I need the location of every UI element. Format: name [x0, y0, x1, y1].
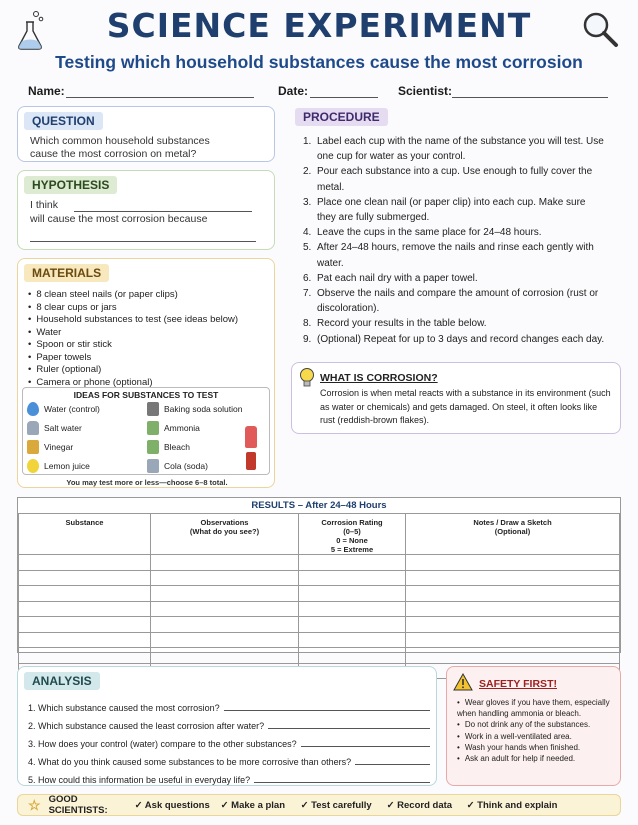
ammonia-bottle-icon [147, 421, 159, 435]
cola-can-icon [246, 452, 256, 470]
water-drop-icon [27, 402, 39, 416]
results-cell[interactable] [406, 586, 620, 602]
answer-field[interactable] [301, 746, 430, 747]
safety-item: • Do not drink any of the substances. [457, 719, 617, 730]
results-cell[interactable] [299, 632, 406, 648]
results-row [19, 648, 620, 664]
materials-item: • Water [28, 327, 238, 340]
results-cell[interactable] [19, 555, 151, 571]
footer-item: ✓ Think and explain [466, 799, 558, 811]
procedure-step: 1. Label each cup with the name of the substance you will test. Use one cup for water as your control. [303, 136, 604, 163]
cola-bottle-icon [147, 459, 159, 473]
question-text: Which common household substances cause the most corrosion on metal? [30, 135, 210, 160]
safety-item: • Ask an adult for help if needed. [457, 753, 617, 764]
results-cell[interactable] [151, 570, 299, 586]
results-header-substance: Substance [19, 514, 151, 555]
name-field[interactable] [66, 97, 254, 98]
bleach-bottle-icon [147, 440, 159, 454]
results-cell[interactable] [406, 648, 620, 664]
hypothesis-reason-field[interactable] [30, 241, 256, 242]
results-cell[interactable] [151, 632, 299, 648]
results-cell[interactable] [406, 601, 620, 617]
question-card [17, 106, 275, 162]
results-cell[interactable] [19, 586, 151, 602]
page-subtitle: Testing which household substances cause the most corrosion [55, 52, 583, 72]
results-cell[interactable] [406, 555, 620, 571]
materials-card [17, 258, 275, 488]
warning-icon [453, 673, 473, 691]
results-cell[interactable] [151, 586, 299, 602]
ideas-grid [27, 402, 267, 473]
procedure-heading: PROCEDURE [295, 108, 388, 126]
date-label: Date: [278, 84, 309, 98]
results-header-rating: Corrosion Rating (0–5) 0 = None 5 = Extreme [299, 514, 406, 555]
question-heading: QUESTION [24, 112, 103, 130]
results-row [19, 586, 620, 602]
materials-item: • Paper towels [28, 352, 238, 365]
results-cell[interactable] [151, 648, 299, 664]
idea-item: Ammonia [147, 421, 267, 435]
analysis-question: 3. How does your control (water) compare to the other substances? [28, 731, 430, 749]
results-table [18, 513, 620, 679]
idea-item: Lemon juice [27, 459, 147, 473]
scientist-label: Scientist: [398, 84, 453, 98]
results-header-notes: Notes / Draw a Sketch (Optional) [406, 514, 620, 555]
results-row [19, 601, 620, 617]
idea-item: Cola (soda) [147, 459, 267, 473]
results-title: RESULTS – After 24–48 Hours [251, 500, 387, 511]
ideas-title: IDEAS FOR SUBSTANCES TO TEST [73, 390, 219, 400]
results-cell[interactable] [406, 632, 620, 648]
results-row [19, 570, 620, 586]
results-cell[interactable] [19, 570, 151, 586]
results-row [19, 632, 620, 648]
results-cell[interactable] [299, 617, 406, 633]
footer-item: ✓ Make a plan [220, 799, 286, 811]
analysis-question: 4. What do you think caused some substances to be more corrosive than others? [28, 749, 430, 767]
results-cell[interactable] [151, 617, 299, 633]
results-cell[interactable] [151, 555, 299, 571]
procedure-step: 8. Record your results in the table below. [303, 318, 487, 330]
vinegar-bottle-icon [27, 440, 39, 454]
procedure-step: 7. Observe the nails and compare the amount of corrosion (rust or discoloration). [303, 288, 599, 315]
results-body [19, 555, 620, 679]
name-label: Name: [28, 84, 65, 98]
date-field[interactable] [310, 97, 378, 98]
hypothesis-line1-label: I think [30, 199, 59, 211]
results-cell[interactable] [19, 617, 151, 633]
salt-shaker-icon [27, 421, 39, 435]
procedure-step: 9. (Optional) Repeat for up to 3 days and record changes each day. [303, 333, 605, 345]
idea-item: Water (control) [27, 402, 147, 416]
procedure-step: 2. Pour each substance into a cup. Use enough to fully cover the metal. [303, 166, 593, 193]
materials-item: • 8 clean steel nails (or paper clips) [28, 289, 238, 302]
bleach-jug-icon [245, 426, 257, 448]
baking-soda-box-icon [147, 402, 159, 416]
scientist-field[interactable] [452, 97, 608, 98]
hypothesis-card [17, 170, 275, 250]
safety-item: • Wash your hands when finished. [457, 742, 617, 753]
materials-item: • Household substances to test (see ideas below) [28, 314, 238, 327]
idea-item: Vinegar [27, 440, 147, 454]
procedure-step: 5. After 24–48 hours, remove the nails and rinse each gently with water. [303, 242, 594, 269]
safety-item: • Wear gloves if you have them, especially when handling ammonia or bleach. [457, 697, 617, 719]
ideas-box [22, 387, 270, 475]
results-cell[interactable] [19, 648, 151, 664]
results-cell[interactable] [406, 570, 620, 586]
procedure-step: 3. Place one clean nail (or paper clip) into each cup. Make sure they are fully submerged. [303, 196, 586, 224]
results-cell[interactable] [299, 601, 406, 617]
answer-field[interactable] [224, 710, 430, 711]
procedure-section [291, 106, 621, 354]
hypothesis-heading: HYPOTHESIS [24, 176, 117, 194]
materials-item: • Spoon or stir stick [28, 339, 238, 352]
materials-item: • Camera or phone (optional) [28, 377, 238, 390]
lemon-icon [27, 459, 39, 473]
results-table-box [17, 497, 621, 653]
corrosion-heading: WHAT IS CORROSION? [320, 372, 438, 384]
star-icon: ☆ [28, 796, 41, 813]
magnifying-glass-icon [580, 10, 620, 50]
footer-label: GOOD SCIENTISTS: [48, 794, 108, 816]
procedure-step: 6. Pat each nail dry with a paper towel. [303, 272, 478, 284]
materials-item: • 8 clear cups or jars [28, 302, 238, 315]
hypothesis-substance-field[interactable] [74, 211, 252, 212]
safety-list [457, 697, 617, 764]
idea-item: Salt water [27, 421, 147, 435]
results-cell[interactable] [299, 555, 406, 571]
materials-list [28, 289, 238, 389]
analysis-question: 2. Which substance caused the least corrosion after water? [28, 713, 430, 731]
materials-heading: MATERIALS [24, 264, 109, 282]
analysis-heading: ANALYSIS [24, 672, 100, 690]
procedure-list [303, 134, 607, 347]
corrosion-text: Corrosion is when metal reacts with a substance in its environment (such as water or chemicals) and gets damaged. On steel, it often looks like rust (reddish-brown flakes). [320, 388, 611, 425]
materials-item: • Ruler (optional) [28, 364, 238, 377]
analysis-question: 5. How could this information be useful in everyday life? [28, 767, 430, 785]
analysis-card [17, 666, 437, 786]
footer-item: ✓ Record data [386, 799, 453, 811]
safety-card [446, 666, 621, 786]
results-row [19, 617, 620, 633]
answer-field[interactable] [254, 782, 430, 783]
footer-item: ✓ Test carefully [300, 799, 372, 811]
analysis-list [28, 695, 430, 785]
results-row [19, 555, 620, 571]
idea-item: Baking soda solution [147, 402, 267, 416]
footer-item: ✓ Ask questions [134, 799, 210, 811]
results-cell[interactable] [19, 632, 151, 648]
results-cell[interactable] [406, 617, 620, 633]
results-cell[interactable] [299, 586, 406, 602]
results-cell[interactable] [299, 570, 406, 586]
materials-note: You may test more or less—choose 6–8 total. [66, 478, 228, 487]
results-cell[interactable] [151, 601, 299, 617]
safety-item: • Work in a well-ventilated area. [457, 731, 617, 742]
analysis-question: 1. Which substance caused the most corrosion? [28, 695, 430, 713]
idea-item: Bleach [147, 440, 267, 454]
answer-field[interactable] [355, 764, 430, 765]
results-header-observations: Observations (What do you see?) [151, 514, 299, 555]
answer-field[interactable] [268, 728, 430, 729]
safety-heading: SAFETY FIRST! [479, 678, 557, 690]
results-cell[interactable] [299, 648, 406, 664]
corrosion-card [291, 362, 621, 434]
results-cell[interactable] [19, 601, 151, 617]
hypothesis-line2-label: will cause the most corrosion because [30, 213, 208, 225]
lightbulb-icon [298, 367, 316, 389]
page-title: SCIENCE EXPERIMENT [106, 6, 532, 45]
footer-bar [17, 794, 621, 816]
procedure-step: 4. Leave the cups in the same place for 24–48 hours. [303, 227, 542, 239]
